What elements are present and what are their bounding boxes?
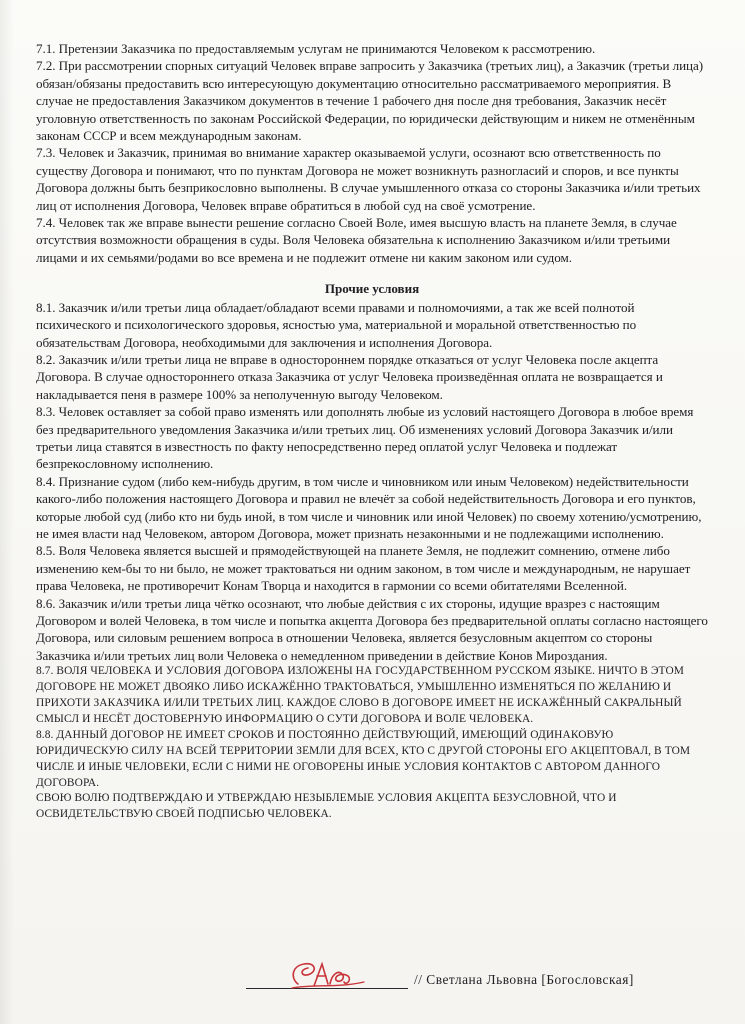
- clause-7-1: 7.1. Претензии Заказчика по предоставляемым услугам не принимаются Человеком к рассмотрению.: [36, 41, 596, 56]
- clause-8-2: 8.2. Заказчик и/или третьи лица не вправе в одностороннем порядке отказаться от услуг Человека после акцепта Договора. В случае одностороннего отказа Заказчика от услуг Человека произведённая оплата не возвращается и накладывается пеня в размере 100% за неполученную выгоду Человеком.: [36, 351, 663, 402]
- document-body: [36, 40, 708, 823]
- clause-8-6: 8.6. Заказчик и/или третьи лица чётко осознают, что любые действия с их стороны, идущие вразрез с настоящим Договором и волей Человека, в том числе и попытка акцепта Договора без предварительной оплаты согласно настоящего Договора, или силовым решением вопроса в отношении Человека, является безусловным акцептом со стороны Заказчика и/или третьих лиц воли Человека о немедленном приведении в действие Конов Мироздания.: [36, 595, 708, 663]
- section-title-other-terms: Прочие условия: [324, 281, 420, 297]
- page-edge-shadow: [0, 0, 14, 1024]
- clause-7-2: 7.2. При рассмотрении спорных ситуаций Человек вправе запросить у Заказчика (третьих лиц), а Заказчик (третьи лица) обязан/обязаны предоставить всю интересующую документацию относительно рассматриваемого мероприятия. В случае не предоставления Заказчиком документов в течение 1 рабочего дня после дня требования, Заказчик несёт уголовную ответственность по законам Российской Федерации, по юридически действующим и никем не отменённым законам СССР и всем международным законам.: [36, 58, 704, 144]
- clause-7-3: 7.3. Человек и Заказчик, принимая во внимание характер оказываемой услуги, осознают всю ответственность по существу Договора и понимают, что по пунктам Договора не может возникнуть разногласий и споров, и все пункты Договора должны быть безприкословно выполнены. В случае умышленного отказа со стороны Заказчика и/или третьих лиц от исполнения Договора, Человек вправе обратиться в любой суд на своё усмотрение.: [36, 145, 701, 213]
- clause-8-3: 8.3. Человек оставляет за собой право изменять или дополнять любые из условий настоящего Договора в любое время без предварительного уведомления Заказчика и/или третьих лиц. Об изменениях условий Договора Заказчик и/или третьи лица ставятся в известность по факту непосредственно перед оплатой услуг Человека и подлежат безпрекословному исполнению.: [36, 404, 694, 472]
- clause-8-8: 8.8. ДАННЫЙ ДОГОВОР НЕ ИМЕЕТ СРОКОВ И ПОСТОЯННО ДЕЙСТВУЮЩИЙ, ИМЕЮЩИЙ ОДИНАКОВУЮ ЮРИДИЧЕСКУЮ СИЛУ НА ВСЕЙ ТЕРРИТОРИИ ЗЕМЛИ ДЛЯ ВСЕХ, КТО С ДРУГОЙ СТОРОНЫ ЕГО АКЦЕПТОВАЛ, В ТОМ ЧИСЛЕ И ИНЫЕ ЧЕЛОВЕКИ, ЕСЛИ С НИМИ НЕ ОГОВОРЕНЫ ИНЫЕ УСЛОВИЯ КОНТАКТОВ С АВТОРОМ ДАННОГО ДОГОВОРА.: [36, 728, 691, 789]
- clause-8-5: 8.5. Воля Человека является высшей и прямодействующей на планете Земля, не подлежит сомнению, отмене либо изменению кем-бы то ни было, не может трактоваться ни одним законом, в том числе и международным, не нарушает права Человека, не противоречит Конам Творца и находится в гармонии со всеми обитателями Вселенной.: [36, 543, 691, 594]
- clause-7-4: 7.4. Человек так же вправе вынести решение согласно Своей Воле, имея высшую власть на планете Земля, в случае отсутствия возможности обращения в суды. Воля Человека обязательна к исполнению Заказчиком и/или третьими лицами и их семьями/родами во все времена и не подлежит отмене ни каким законом или судом.: [36, 215, 677, 265]
- signatory-name: // Светлана Львовна [Богословская]: [414, 972, 634, 987]
- confirmation-statement: СВОЮ ВОЛЮ ПОДТВЕРЖДАЮ И УТВЕРЖДАЮ НЕЗЫБЛЕМЫЕ УСЛОВИЯ АКЦЕПТА БЕЗУСЛОВНОЙ, ЧТО И ОСВИДЕТЕЛЬСТВУЮ СВОЕЙ ПОДПИСЬЮ ЧЕЛОВЕКА.: [36, 792, 617, 821]
- clause-8-1: 8.1. Заказчик и/или третьи лица обладает/обладают всеми правами и полномочиями, а так же всей полнотой психического и психологического здоровья, ясностью ума, материальной и моральной ответственностью по обязательствам Договора, необходимыми для заключения и исполнения Договора.: [36, 299, 637, 350]
- handwritten-signature-icon: [284, 958, 374, 992]
- clause-8-7: 8.7. ВОЛЯ ЧЕЛОВЕКА И УСЛОВИЯ ДОГОВОРА ИЗЛОЖЕНЫ НА ГОСУДАРСТВЕННОМ РУССКОМ ЯЗЫКЕ. НИЧТО В ЭТОМ ДОГОВОРЕ НЕ МОЖЕТ ДВОЯКО ЛИБО ИСКАЖЁННО ТРАКТОВАТЬСЯ, УМЫШЛЕННО ИЗМЕНЯТЬСЯ ПО ЖЕЛАНИЮ И ПРИХОТИ ЗАКАЗЧИКА И/ИЛИ ТРЕТЬИХ ЛИЦ. КАЖДОЕ СЛОВО В ДОГОВОРЕ ИМЕЕТ НЕ ИСКАЖЁННЫЙ САКРАЛЬНЫЙ СМЫСЛ И НЕСЁТ ДОСТОВЕРНУЮ ИНФОРМАЦИЮ О СУТИ ДОГОВОРА И ВОЛЕ ЧЕЛОВЕКА.: [36, 665, 685, 725]
- clause-8-4: 8.4. Признание судом (либо кем-нибудь другим, в том числе и чиновником или иным Человеком) недействительности какого-либо положения настоящего Договора и правил не влечёт за собой недействительность Договора и его пунктов, которые любой суд (либо кто ни будь иной, в том числе и чиновник или иной Человек) по своему хотению/усмотрению, не имея власти над Человеком, автором Договора, может признать незаконными и не подлежащими исполнению.: [36, 473, 702, 541]
- signature-block: [246, 958, 686, 994]
